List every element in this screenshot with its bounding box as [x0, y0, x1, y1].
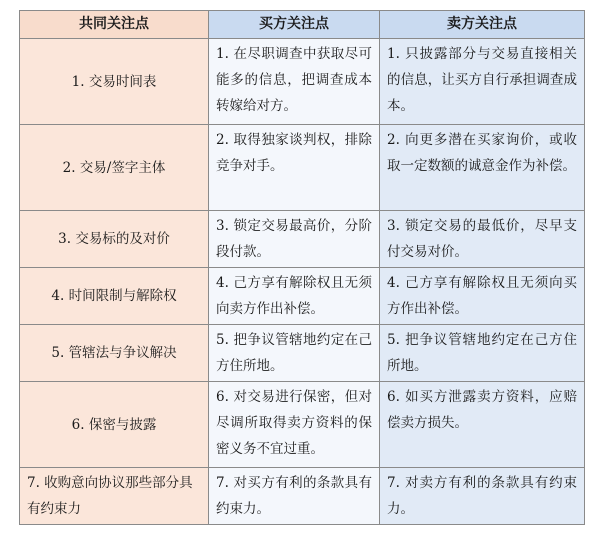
header-seller-concerns: 卖方关注点 — [380, 11, 585, 39]
seller-concern-cell: 6. 如买方泄露卖方资料，应赔偿卖方损失。 — [380, 382, 585, 468]
buyer-concern-cell: 5. 把争议管辖地约定在己方住所地。 — [209, 325, 380, 382]
buyer-concern-cell: 3. 锁定交易最高价，分阶段付款。 — [209, 211, 380, 268]
buyer-concern-cell: 6. 对交易进行保密，但对尽调所取得卖方资料的保密义务不宜过重。 — [209, 382, 380, 468]
seller-concern-cell: 5. 把争议管辖地约定在己方住所地。 — [380, 325, 585, 382]
common-concern-cell: 2. 交易/签字主体 — [20, 125, 209, 211]
seller-concern-cell: 4. 己方享有解除权且无须向买方作出补偿。 — [380, 268, 585, 325]
table-row — [20, 468, 585, 525]
seller-concern-cell: 3. 锁定交易的最低价，尽早支付交易对价。 — [380, 211, 585, 268]
common-concern-cell: 6. 保密与披露 — [20, 382, 209, 468]
seller-concern-cell: 1. 只披露部分与交易直接相关的信息，让买方自行承担调查成本。 — [380, 39, 585, 125]
buyer-concern-cell: 1. 在尽职调查中获取尽可能多的信息，把调查成本转嫁给对方。 — [209, 39, 380, 125]
table-row — [20, 268, 585, 325]
comparison-table-container — [19, 10, 584, 525]
seller-concern-cell: 2. 向更多潜在买家询价，或收取一定数额的诚意金作为补偿。 — [380, 125, 585, 211]
buyer-concern-cell: 7. 对买方有利的条款具有约束力。 — [209, 468, 380, 525]
common-concern-cell: 3. 交易标的及对价 — [20, 211, 209, 268]
concerns-comparison-table — [19, 10, 585, 525]
common-concern-cell: 1. 交易时间表 — [20, 39, 209, 125]
buyer-concern-cell: 2. 取得独家谈判权，排除竞争对手。 — [209, 125, 380, 211]
table-row — [20, 39, 585, 125]
table-header-row — [20, 11, 585, 39]
table-row — [20, 125, 585, 211]
table-row — [20, 325, 585, 382]
common-concern-cell: 5. 管辖法与争议解决 — [20, 325, 209, 382]
header-buyer-concerns: 买方关注点 — [209, 11, 380, 39]
table-row — [20, 211, 585, 268]
header-common-concerns: 共同关注点 — [20, 11, 209, 39]
common-concern-cell: 7. 收购意向协议那些部分具有约束力 — [20, 468, 209, 525]
common-concern-cell: 4. 时间限制与解除权 — [20, 268, 209, 325]
buyer-concern-cell: 4. 己方享有解除权且无须向卖方作出补偿。 — [209, 268, 380, 325]
table-row — [20, 382, 585, 468]
seller-concern-cell: 7. 对卖方有利的条款具有约束力。 — [380, 468, 585, 525]
